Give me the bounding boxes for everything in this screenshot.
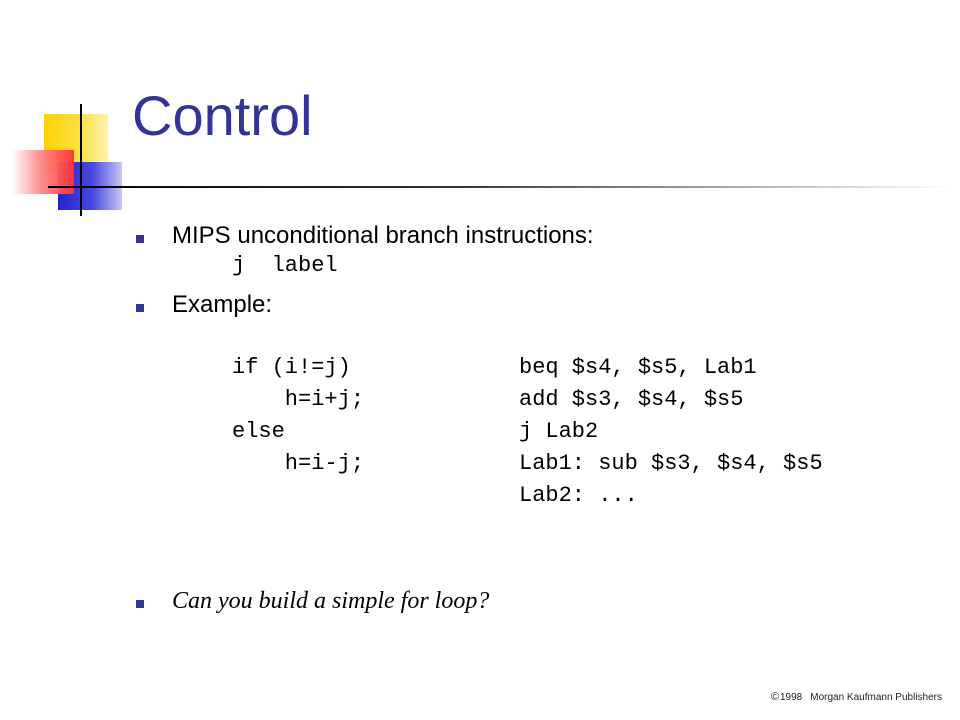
bullet-1-marker — [136, 235, 144, 243]
code-line: else — [232, 419, 285, 444]
bullet-2-marker — [136, 304, 144, 312]
copyright-symbol: © — [770, 691, 779, 703]
publisher-name: Morgan Kaufmann Publishers — [810, 692, 942, 703]
bullet-1-code: j label — [232, 253, 338, 278]
code-line: h=i-j; — [232, 451, 365, 476]
copyright-footer — [771, 691, 942, 703]
code-line: Lab1: sub $s3, $s4, $s5 — [519, 451, 823, 476]
bullet-3-marker — [136, 600, 144, 608]
logo-vertical-line — [80, 104, 82, 216]
bullet-1-text: MIPS unconditional branch instructions: — [172, 222, 594, 249]
code-line: add $s3, $s4, $s5 — [519, 387, 744, 412]
copyright-year: 1998 — [780, 692, 803, 703]
code-line: h=i+j; — [232, 387, 365, 412]
code-line: if (i!=j) — [232, 355, 351, 380]
bullet-2-text: Example: — [172, 291, 273, 318]
code-line: j Lab2 — [519, 419, 599, 444]
slide-title: Control — [132, 84, 313, 147]
code-line: beq $s4, $s5, Lab1 — [519, 355, 757, 380]
bullet-3-text: Can you build a simple for loop? — [172, 588, 490, 614]
title-divider — [48, 186, 952, 188]
code-line: Lab2: ... — [519, 483, 638, 508]
